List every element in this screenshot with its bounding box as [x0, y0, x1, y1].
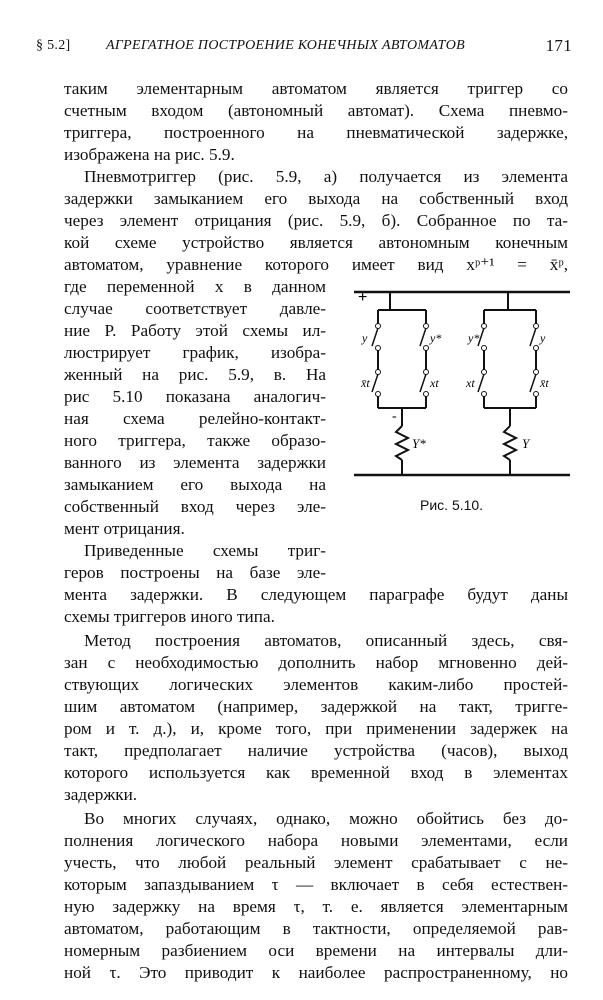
contact-label: y*	[430, 331, 442, 345]
text-line: счетным входом (автономный автомат). Схема пневмо-	[64, 101, 568, 120]
text-line: мент отрицания.	[64, 519, 185, 538]
text-line: задержки замыканием его выхода на собственный вход	[64, 189, 568, 208]
contact-label: x̄t	[540, 376, 549, 390]
text-line: ной τ. Это приводит к наиболее распространенному, но	[64, 963, 568, 982]
text-line: шим автоматом (например, задержкой на такт, тригге-	[64, 697, 568, 716]
plus-label: +	[358, 289, 368, 306]
text-line: ного триггера, также образо-	[64, 431, 326, 450]
text-line: зан с необходимостью дополнить набор мгновенно дей-	[64, 653, 568, 672]
chapter-title: АГРЕГАТНОЕ ПОСТРОЕНИЕ КОНЕЧНЫХ АВТОМАТОВ	[106, 38, 466, 53]
running-header	[36, 36, 572, 58]
minus-label: -	[392, 409, 397, 424]
contact-label: xt	[466, 376, 475, 390]
relay-coil-left	[396, 426, 408, 460]
text-line: где переменной x в данном	[64, 277, 326, 296]
contact-switch	[478, 374, 484, 392]
text-line: которым запаздыванием τ — включает в себя естествен-	[64, 875, 568, 894]
text-line: мента задержки. В следующем параграфе будут даны	[64, 585, 568, 604]
text-line: триггера, построенного на пневматической задержке,	[64, 123, 568, 142]
text-line: собственный вход через эле-	[64, 497, 326, 516]
text-line: задержки.	[64, 785, 138, 804]
text-line: Приведенные схемы триг-	[84, 541, 326, 560]
relay-label: Y*	[412, 436, 426, 451]
contact-switch	[530, 328, 536, 346]
text-line: женный на рис. 5.9, в. На	[64, 365, 326, 384]
text-line: ствующих логических элементов каким-либо простей-	[64, 675, 568, 694]
text-line: автоматом, работающим в тактности, определяемой рав-	[64, 919, 568, 938]
text-line: полнения логического набора новыми элементами, если	[64, 831, 568, 850]
text-line: автоматом, уравнение которого имеет вид xᵖ⁺¹ = x̄ᵖ,	[64, 255, 568, 274]
text-line: рис 5.10 показана аналогич-	[64, 387, 326, 406]
text-line: ние P. Работу этой схемы ил-	[64, 321, 326, 340]
contact-switch	[420, 374, 426, 392]
text-line: ром и т. д.), и, кроме того, при применении задержек на	[64, 719, 568, 738]
contact-label: y*	[468, 331, 480, 345]
text-line: Во многих случаях, однако, можно обойтись без до-	[84, 809, 568, 828]
text-line: которого используется как временной вход в элементах	[64, 763, 568, 782]
text-line: Пневмотриггер (рис. 5.9, а) получается из элемента	[84, 167, 568, 186]
text-line: случае соответствует давле-	[64, 299, 326, 318]
contact-switch	[372, 328, 378, 346]
relay-label: Y	[522, 436, 530, 451]
text-line: учесть, что любой реальный элемент срабатывает с не-	[64, 853, 568, 872]
section-reference: § 5.2]	[36, 38, 71, 53]
contact-switch	[530, 374, 536, 392]
text-line: номерным разбиением оси времени на интервалы дли-	[64, 941, 568, 960]
text-line: люстрирует график, изобра-	[64, 343, 326, 362]
text-line: геров построены на базе эле-	[64, 563, 326, 582]
contact-label: x̄t	[361, 376, 370, 390]
text-line: таким элементарным автоматом является триггер со	[64, 79, 568, 98]
text-line: ная схема релейно-контакт-	[64, 409, 326, 428]
text-line: замыканием его выхода на	[64, 475, 326, 494]
text-line: ную задержку на время τ, т. е. является элементарным	[64, 897, 568, 916]
text-line: кой схеме устройство является автономным конечным	[64, 233, 568, 252]
contact-label: xt	[430, 376, 439, 390]
text-line: Метод построения автоматов, описанный здесь, свя-	[84, 631, 568, 650]
text-line: через элемент отрицания (рис. 5.9, б). Собранное по та-	[64, 211, 568, 230]
text-line: ванного из элемента задержки	[64, 453, 326, 472]
contact-label: y	[540, 331, 546, 345]
figure-caption: Рис. 5.10.	[420, 497, 484, 513]
contact-switch	[420, 328, 426, 346]
contact-label: y	[362, 331, 368, 345]
text-line: схемы триггеров иного типа.	[64, 607, 275, 626]
page-number: 171	[545, 36, 572, 55]
relay-trigger-diagram	[348, 280, 572, 520]
text-line: такт, предполагает наличие устройства (часов), выход	[64, 741, 568, 760]
relay-coil-right	[504, 426, 516, 460]
contact-switch	[372, 374, 378, 392]
text-line: изображена на рис. 5.9.	[64, 145, 235, 164]
